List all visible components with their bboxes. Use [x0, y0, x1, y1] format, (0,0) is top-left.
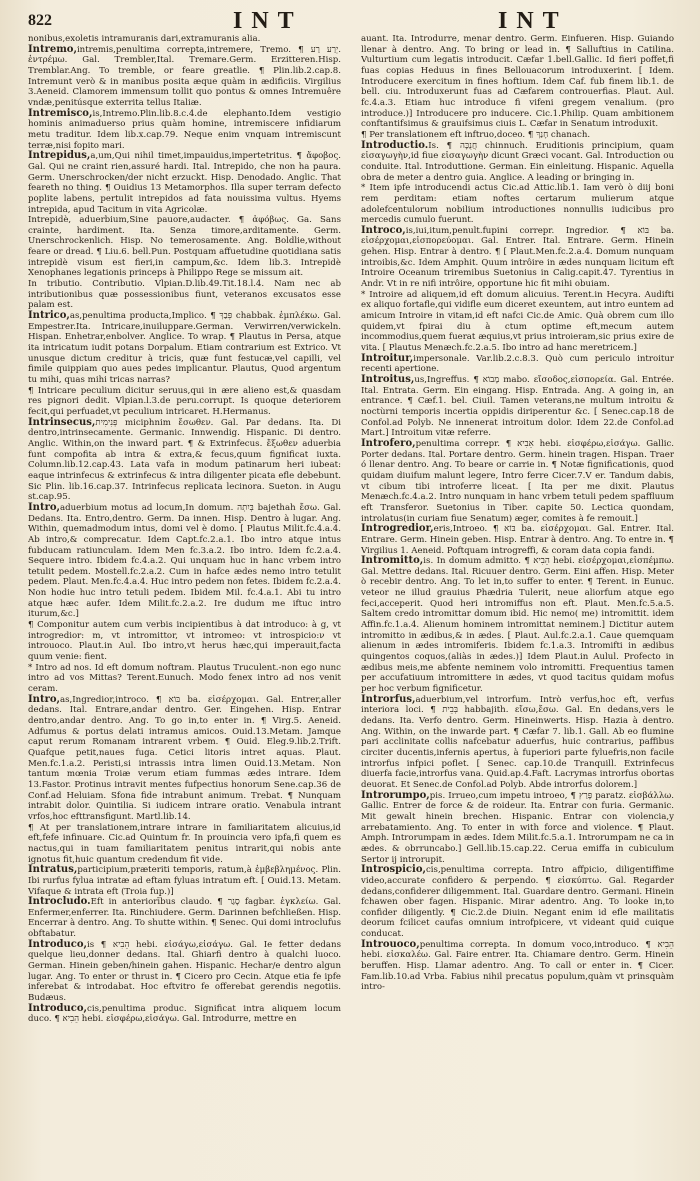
entry-text: ¶ Per translationem eft inftruo,doceo. ¶ חָנַךְ chanach.	[361, 129, 591, 140]
entry-text: * Introire ad aliquem,id eft domum alicuius. Terent.in Hecyra. Audifti ex aliquo fortafle,qui vidifle eum diceret exeuntem, aut intro euntem ad amicum Introire in vitam,id eft nafci Cic.de Amic. Quà obrem cum illo quidem,vt fpirai diu à ctum optime eft,mecum autem incommodius,quem fuerat æquius,vt prius introieram,sic prius exire de vita. [ Plautus Menæch.fc.2.a.5. Ibo intro ad hanc meretricem.]	[361, 289, 674, 354]
entry-text: a,um,Qui nihil timet,impauidus,impertetritus. ¶ ἄφοβος. Gal. Qui ne craint rien,assuré hardi. Ital. Intrepido, che non ha paura. Germ. Unerschrocken/der nicht erzuckt. Hisp. Denodado. Anglic. That feareth no thing. ¶ Ouidius 13 Metamorphos. Illa super terram defecto poplite labens, pertulit intrepidos ad fata nouissima vultus. Hyems intrepida, apud Tacitum in vita Agricolæ.	[28, 151, 341, 215]
dictionary-entry	[28, 311, 341, 386]
entry-headword: Introco,	[361, 224, 406, 236]
entry-text: impersonale. Var.lib.2.c.8.3. Quò cum periculo introitur recenti apertione.	[361, 353, 674, 375]
entry-text: us,Ingreffus. ¶ מָבוֹא mabo. εἴσοδος,εἰσπορεία. Gal. Entrée. Ital. Entrata. Germ. Ein eingang. Hisp. Entrada. Ang. A going in, an entrance. ¶ Cæf.1. bel. Ciuil. Tamen veterans,ne multum introitu & noctùrni temporis incertia oppidis diriperentur &c. [ Senec.cap.18 de Confol.ad Polyb. Ne innenerat introitum dolor. Idem 22.de Confol.ad Mart.] Introitum vitæ referre.	[361, 375, 674, 439]
dictionary-entry	[361, 226, 674, 290]
entry-headword: Introduco,	[28, 1002, 88, 1014]
entry-text: aduerbium motus ad locum,In domum. בְּיִתְה bajethah ἔσω. Gal. Dedans. Ita. Entro,dentro. Germ. Da innen. Hisp. Dentro à lugar. Ang. Within, quemadmodum intus, domi vel è domo. [ Plautus Milit.fc.4.a.4. Ab intro,& comprecatur. Idem Capt.fc.2.a.1. Ibo intro atque intus fubducam ratiunculam. Idem Men fc.3.a.2. Ibo intro. Idem fc.2.a.4. Sequere intro. Ibidem fc.4.a.2. Qui unquam huc in hanc vrbem intro tetulit pedem. Mostell.fc.2.a.2. Cum in hafce ædes nemo intro tetulit pedem. Plaut. Men.fc.4.a.4. Huc intro pedem non fetes. Ibidem fc.2.a.4. Non hodie huc intro tetuli pedem. Ibidem Mil. fc.4.a.1. Abi tu intro atque hæc aufer. Idem Milit.fc.2.a.2. Ire dudum me iftuc intro iturum,&c.]	[28, 502, 341, 620]
entry-headword: Introrfus,	[361, 693, 416, 705]
entry-headword: Intrico,	[28, 310, 70, 322]
entry-headword: Intremisco,	[28, 107, 93, 119]
entry-headword: Introcludo.	[28, 896, 91, 908]
dictionary-entry	[28, 865, 341, 897]
dictionary-entry	[28, 503, 341, 620]
dictionary-entry	[28, 109, 341, 152]
entry-headword: Introitur,	[361, 352, 414, 364]
page-number: 822	[28, 12, 52, 29]
entry-headword: Intrepidus,	[28, 150, 91, 162]
dictionary-entry	[28, 823, 341, 866]
dictionary-entry	[28, 695, 341, 823]
entry-text: ¶ Componitur autem cum verbis incipientibus à dat introduco: à g, vt introgredior: m, vt intromittor, vt intromeo: vt introspicio:ν vt introuoco. Plaut.in Aul. Ibo intro,vt herus hæc,qui imperauit,facta quum venie: fient.	[28, 620, 341, 663]
entry-text: Is. ¶ חֲנֻכָּה chinnuch. Eruditionis principium, quam εἰσαγωγὴν,id fiue εἰσαγωγὴν dicunt Græci vocant. Gal. Introduction ou conduite. Ital. Introduttione. German. Ein einleitung. Hispanic. Aquella obra de meter a dentro guia. Anglice. A leading or bringing in.	[361, 140, 674, 183]
dictionary-entry	[361, 791, 674, 866]
page-header	[28, 8, 672, 34]
dictionary-entry	[28, 897, 341, 940]
entry-headword: Introitus,	[361, 374, 415, 385]
entry-text: פְּנִימִית miciphnim ἔσωθεν. Gal. Par dedans. Ita. Di dentro,intrinsecamente. Germanic. Innwendig. Hispanic. Di dentro. Anglic. Within,on the inward part. ¶ & Extrinfecus. ἔξωθεν aduerbia funt compofita ab intra & extra,& fecus,quum fignificat iuxta. Column.lib.12.cap.43. Lata vafa in modum patinarum heri iubeat: eaque intrinfecus & extrinfecus & intra diligenter picata efle debebunt. Sic Plin. lib.16.cap.37. Intrinfecus replicata lecinora. Sueton. in Augu st.cap.95.	[28, 417, 341, 503]
dictionary-entry	[361, 439, 674, 524]
dictionary-entry	[361, 556, 674, 695]
dictionary-entry	[361, 695, 674, 791]
entry-text: is ¶ הֵבִיא hebi. εἰσάγω,εἰσάγω. Gal. Ie fetter dedans quelque lieu,donner dedans. Ital. Ghiarfi dentro à qualchi luoco. German. Hinein geben/hinein gahen. Hispanic. Hechar/e dentro algun lugar. Ang. To enter or thrust in. ¶ Cicero pro Cecin. Atque etia fe ipfe inferebat & introdabat. Hoc eftvitro fe offerebat gerendis negotiis. Budæus.	[28, 939, 341, 1004]
dictionary-entry	[28, 45, 341, 109]
entry-text: ¶ Intricare peculium dicitur seruus,qui in ære alieno est,& quasdam res pignori dedit. Vlpian.l.3.de peru.corrupt. Is quoque deteriorem fecit,qui perfuadet,vt peculium intricaret. H.Hermanus.	[28, 385, 341, 417]
entry-text: cis,penultima produc. Significat intra aliquem locum duco. ¶ הֵבִיא hebi. εἰσφέρω,εἰσάγω. Gal. Introdurre, mettre en	[28, 1003, 341, 1025]
dictionary-entry	[28, 940, 341, 1004]
dictionary-entry	[361, 524, 674, 556]
dictionary-entry	[361, 940, 674, 993]
entry-headword: Introrumpo,	[361, 789, 430, 801]
entry-headword: Intratus,	[28, 864, 78, 876]
entry-headword: Introduco,	[28, 938, 88, 950]
entry-headword: Intro,	[28, 693, 60, 705]
left-column	[28, 34, 341, 1174]
text-columns	[28, 34, 674, 1174]
running-head-left: INT	[233, 8, 303, 34]
entry-text: eris,Introeo. ¶ בּוֹא ba. εἰσέρχομαι. Gal. Entrer. Ital. Entrare. Germ. Hinein geben. Hisp. Entrar à dentro. Ang. To entre in. ¶ Virgilius 1. Aeneid. Poftquam introgreffi, & coram data copia fandi.	[361, 524, 674, 556]
entry-text: as,Ingredior,introco. ¶ בּוֹא ba. εἰσέρχομαι. Gal. Entrer,aller dedans. Ital. Entrare,andar dentro. Ger. Eingehen. Hisp. Entrar dentro,andar dentro. Ang. To go in,to enter in. ¶ Virg.5. Aeneid. Adfumus & portus delati intramus amicos. Ouid.13.Metam. Jamque caput rerum Romanam intrarent vrbem. ¶ Ouid. Eleg.9.lib.2.Trift. Quafque petit,naues fuga. Cetici litoris intret aquas. Plaut. Men.fc.1.a.2. Peristi,si intrassis intra limen Ouid.13.Metam. Non tantum mœnia Troiæ verum etiam fummas ædes intrare. Idem 13.Fastor. Protinus intravit mentes fufpectius honorum Sene.cap.36 de Conf.ad Heluiam. Sfona fide intrabunt animum. Trebat. ¶ Nunquam intrabit dolor. Quintilia. Si iudicem intrare oratio. Venabula intrant vrfos,hoc efttransfigunt. Martl.lib.14.	[28, 694, 341, 822]
entry-text: cis,penultima correpta. Intro affpicio, diligentiffime video,accurate confidero & perpendo. ¶ εἰσκύπτω. Gal. Regarder dedans,confiderer diligemment. Ital. Guardare dentro. Germani. Hinein fchawen ober fagen. Hispanic. Mirar adentro. Ang. To looke in,to confider diligently. ¶ Cic.2.de Diuin. Negant enim id efle mailitatis deorum fcilicet caufas omnium introfpicere, vt videant quid cuique conducat.	[361, 865, 674, 940]
entry-text: In tributio. Contributio. Vlpian.D.lib.49.Tit.18.l.4. Nam nec ab intributionibus quæ possessionibus fiunt, veteranos excusatos esse palam est.	[28, 279, 341, 311]
dictionary-entry	[361, 290, 674, 354]
entry-text: is,iui,itum,penult.fupini correpr. Ingredior. ¶ בּוֹא ba. εἰσέρχομαι,εἰσπορεύομαι. Gal. Entrer. Ital. Entrare. Germ. Hinein gehen. Hisp. Entrar à dentro. ¶ [ Plaut.Men.fc.2.a.4. Domum nunquam introibis,&c. Idem Amphit. Quum intrôire in ædes nunquam licitum eft Introire Oceanum triremibus Suetonius in Calig.capit.47. Tyrentius in Andr. Vt in re nifi intrôire, opportune hic fit mihi obuiam.	[361, 225, 674, 290]
entry-text: auant. Ita. Introdurre, menar dentro. Germ. Einfueren. Hisp. Guiando llenar à dentro. Ang. To bring or lead in. ¶ Salluftius in Catilina. Vulturtium cum legatis introducit. Cæfar 1.bell.Gallic. Id fieri poffet,fi fuas copias Heduus in fines Bellouacorum introduxerint. [ Idem. Introducere exercitum in fines hoftium. Idem Caf. fub finem lib.1. de bell. ciu. Introduxerunt fuas ad Cæfarem controuerfias. Plaut. Aul. fc.4.a.3. Etiam huc introduce fi vifeni gregem venalium. (pro introduce.)] Introducere pro inducere. Cic.1.Philip. Quam ambitionem conftantifsimus & grauifsimus ciuis L. Cæfar in Senatum introduxit.	[361, 34, 674, 130]
dictionary-entry	[361, 865, 674, 940]
dictionary-entry	[361, 375, 674, 439]
dictionary-entry	[28, 663, 341, 695]
running-head-right: INT	[498, 8, 568, 34]
entry-text: intremis,penultima correpta,intremere, Tremo. ¶ יְרַע רַע. ἐντρέμω. Gal. Trembler,Ital. Tremare.Germ. Erzitteren.Hisp. Tremblar.Ang. To tremble, or feare greatlie. ¶ Plin.lib.2.cap.8. Intremunt verò & in manibus posita æque quàm in ædificiis. Virgilius 3.Aeneid. Clamorem immensum tollit quo pontus & omnes Intremuêre vndæ,penitúsque exterrita tellus Italiæ.	[28, 44, 341, 108]
entry-headword: Introfero,	[361, 437, 416, 449]
entry-text: Eft in anteriorībus claudo. ¶ סָגַר fagbar. ἐγκλείω. Gal. Enfermer,enferrer. Ita. Rinchiudere. Germ. Darinnen befchließen. Hisp. Encerrar à dentro. Ang. To shutte within. ¶ Senec. Qui domi introclufus obftabatur.	[28, 897, 341, 940]
entry-headword: Intremo,	[28, 43, 77, 55]
entry-text: is,Intremo.Plin.lib.8.c.4.de elephanto.Idem vestigio hominis animaduerso prius quàm homine, intremiscere infidiarum metu traditur. Idem lib.x.cap.79. Neque enim vnquam intremiscunt terræ,nisi fopito mari.	[28, 108, 341, 151]
entry-headword: Introgredior,	[361, 523, 434, 535]
entry-text: pis. Irrueo,cum impetu introeo, ¶ פָּרַץ paratz. εἰσβάλλω. Gallic. Entrer de force & de roideur. Ita. Entrar con furia. Germanic. Mit gewalt hinein brechen. Hispanic. Entrar con violencia,y arrebatamiento. Ang. To enter in with force and violence. ¶ Plaut. Amph. Introrumpam in ædes. Idem Milit.fc.5.a.1. Introrumpam ne ca in ædes. & obrruncabo.] Gell.lib.15.cap.22. Cerua emiffa in cubiculum Sertor ij introrupit.	[361, 790, 674, 865]
entry-text: participium,præteriti temporis, ratum,à ἐμβεβλημένος. Plin. Ibi rurfus fylua intratæ ad eftam fyluas intratum eft. [ Ouid.13. Metam. Vifaque & intrata eft (Troia fup.)]	[28, 865, 341, 897]
right-column	[361, 34, 674, 1174]
entry-text: * Intro ad nos. Id eft domum noftram. Plautus Truculent.-non ego nunc intro ad vos Mittas? Terent.Eunuch. Modo fenex intro ad nos venit ceram.	[28, 662, 341, 695]
entry-headword: Intrinsecus,	[28, 416, 96, 428]
entry-text: * Item ipfe introducendi actus Cic.ad Attic.lib.1. Iam verò ò diij boni rem perditam: etiam noftes certarum mulierum atque adolefcentulorum nobilium introductiones nonnullis iudicibus pro mercedis cumulo fuerunt.	[361, 183, 674, 226]
entry-headword: Introductio.	[361, 139, 429, 151]
entry-headword: Introuoco,	[361, 938, 420, 950]
dictionary-entry	[361, 354, 674, 375]
entry-headword: Introspicio,	[361, 864, 426, 876]
entry-text: ¶ At per translationem,intrare intrare in familiaritatem alicuius,id eft,fefe infinuare. Cic.ad Quintum fr. In prouincia vero ipfa,fi quem es nactus,qui in tuam familiaritatem penitus intrarit,qui nobis ante ignotus fit,huic quantum credendum fit vide.	[28, 822, 341, 865]
entry-headword: Intromitto,	[361, 555, 424, 567]
dictionary-entry	[28, 386, 341, 418]
dictionary-entry	[28, 151, 341, 215]
entry-text: penultima correpta. In domum voco,introduco. ¶ הֵבִיא hebi. εἰσκαλέω. Gal. Faire entrer. Ita. Chiamare dentro. Germ. Hinein beruffen. Hisp. Llamar adentro. Ang. To call or enter in. ¶ Cicer. Fam.lib.10.ad Vrba. Fabius nihil precatus populum,quàm vt prinsquàm intro-	[361, 939, 674, 993]
entry-text: nonibus,exoletis intramuranis dari,extramuranis alia.	[28, 34, 261, 44]
dictionary-entry	[28, 1004, 341, 1025]
dictionary-entry	[28, 215, 341, 279]
dictionary-entry	[28, 620, 341, 663]
dictionary-entry	[28, 418, 341, 503]
entry-text: aduerbium,vel introrfum. Intrò verfus,hoc eft, verfus interiora loci. ¶ בְּבֵית habbajith. εἴσω,ἔσω. Gal. En dedans,vers le dedans. Ita. Verfo dentro. Germ. Hineinwerts. Hisp. Hazia à dentro. Ang. Within, on the inwarde part. ¶ Cæfar 7. lib.1. Gall. Ab eo flumine pari acclinitate collis nafcebatur aduerfus, huic contrarius, paffibus circiter ducentis,infernis apertus, à fuperiori parte fyluefris,non facile introrfus infpici poflet. [ Senec. cap.10.de Tranquill. Extrinfecus diuerfa facie,introrfus vana. Quid.ap.4.Faft. Lacrymas introrfus obortas deuorat. Et Senec.de Confol.ad Polyb. Abde introrfus dolorem.]	[361, 694, 674, 790]
entry-headword: Intro,	[28, 501, 60, 513]
entry-text: is. In domum admitto. ¶ הֵבִיא hebi. εἰσέρχομαι,εἰσπέμπω. Gal. Mettre dedans. Ital. Ricuuer dentro. Germ. Eini affen. Hisp. Meter ò recebir dentro. Ang. To let in,to suffer to enter. ¶ Terent. in Eunuc. veteor ne illud grauius Phædria Tulerit, neue aliorfum atque ego feci,acceperit. Quod heri intromiffus non eft. Plaut. Men.fc.5.a.5. Saltem credo intromittar domum ibid. Hic nemo( me) intromittit. idem Affin.fc.1.a.4. Alienum hominem intromittat neminem.] Dictitur autem intromitto in ædibus,& in ædes. [ Plaut. Aul.fc.2.a.1. Caue quemquam alienum in ædes intromiferis. Ibidem fc.1.a.3. Intromifti in ædibus quingentos coquos,(aliàs in ædes.)] Idem Plaut.in Aulul. Profecto in ædibus meis,me abfente neminem volo intromitti. Frequentius tamen per accufatiuum intromittere in ædes, vt quod tacitus quidam mofus per hoc verbum fignificetur.	[361, 556, 674, 695]
entry-text: Intrepidè, aduerbium,Sine pauore,audacter. ¶ ἀφόβως. Ga. Sans crainte, hardiment. Ita. Senza timore,arditamente. Germ. Unerschrockenlich. Hisp. No temerosamente. Ang. Boldlie,without feare or dread. ¶ Liu.6. bell.Pun. Postquam affuetudine quotidiana satis intrepidè visum est fieri,in campum,&c. Idem lib.3. Intrepidè Xenophanes legationis princeps à Philippo Rege se missum ait.	[28, 215, 341, 279]
dictionary-entry	[28, 279, 341, 311]
dictionary-entry	[361, 183, 674, 226]
entry-text: penultima correpr. ¶ אֵבִיא hebi. εἰσφέρω,εἰσάγω. Gallic. Porter dedans. Ital. Portare dentro. Germ. hinein tragen. Hispan. Traer ó llenar dentro. Ang. To beare or carrie in. ¶ Notæ fignificationis, quod quidam diuifum malunt legere, Intro ferre Cicer.7.V er. Tandum dabis, vt cibum tibi introferre liceat. [ Ita per me dixit. Plautus Menæch.fc.4.a.2. Intro nunquam in hanc vrbem tetuli pedem spaffluum eft Transferor. Suetonius in Tiber. capite 50. Lectica quondam, introlatus(in curiam fiue Senatum) æger, comites à fe remouit.]	[361, 438, 674, 524]
entry-text: as,penultima producta,Implico. ¶ פְּבַךְ chabbak. ἐμπλέκω. Gal. Empestrer.Ita. Intricare,inuiluppare.German. Verwirren/verwickeln. Hispan. Enhetrar,enbolver. Anglice. To wrap. ¶ Plautus in Persa, atque ita intricatum iudit potans Dorpalum. Etiam contrarium est Extrico. Vt unusque dictum creditur à tricis, quæ funt festucæ,vel capilli, vel fimile quippiam quo aues pedes implicantur. Plautus, Quod argentum tu mihi, quas mihi tricas narras?	[28, 311, 341, 385]
dictionary-entry	[361, 34, 674, 130]
dictionary-entry	[361, 141, 674, 184]
